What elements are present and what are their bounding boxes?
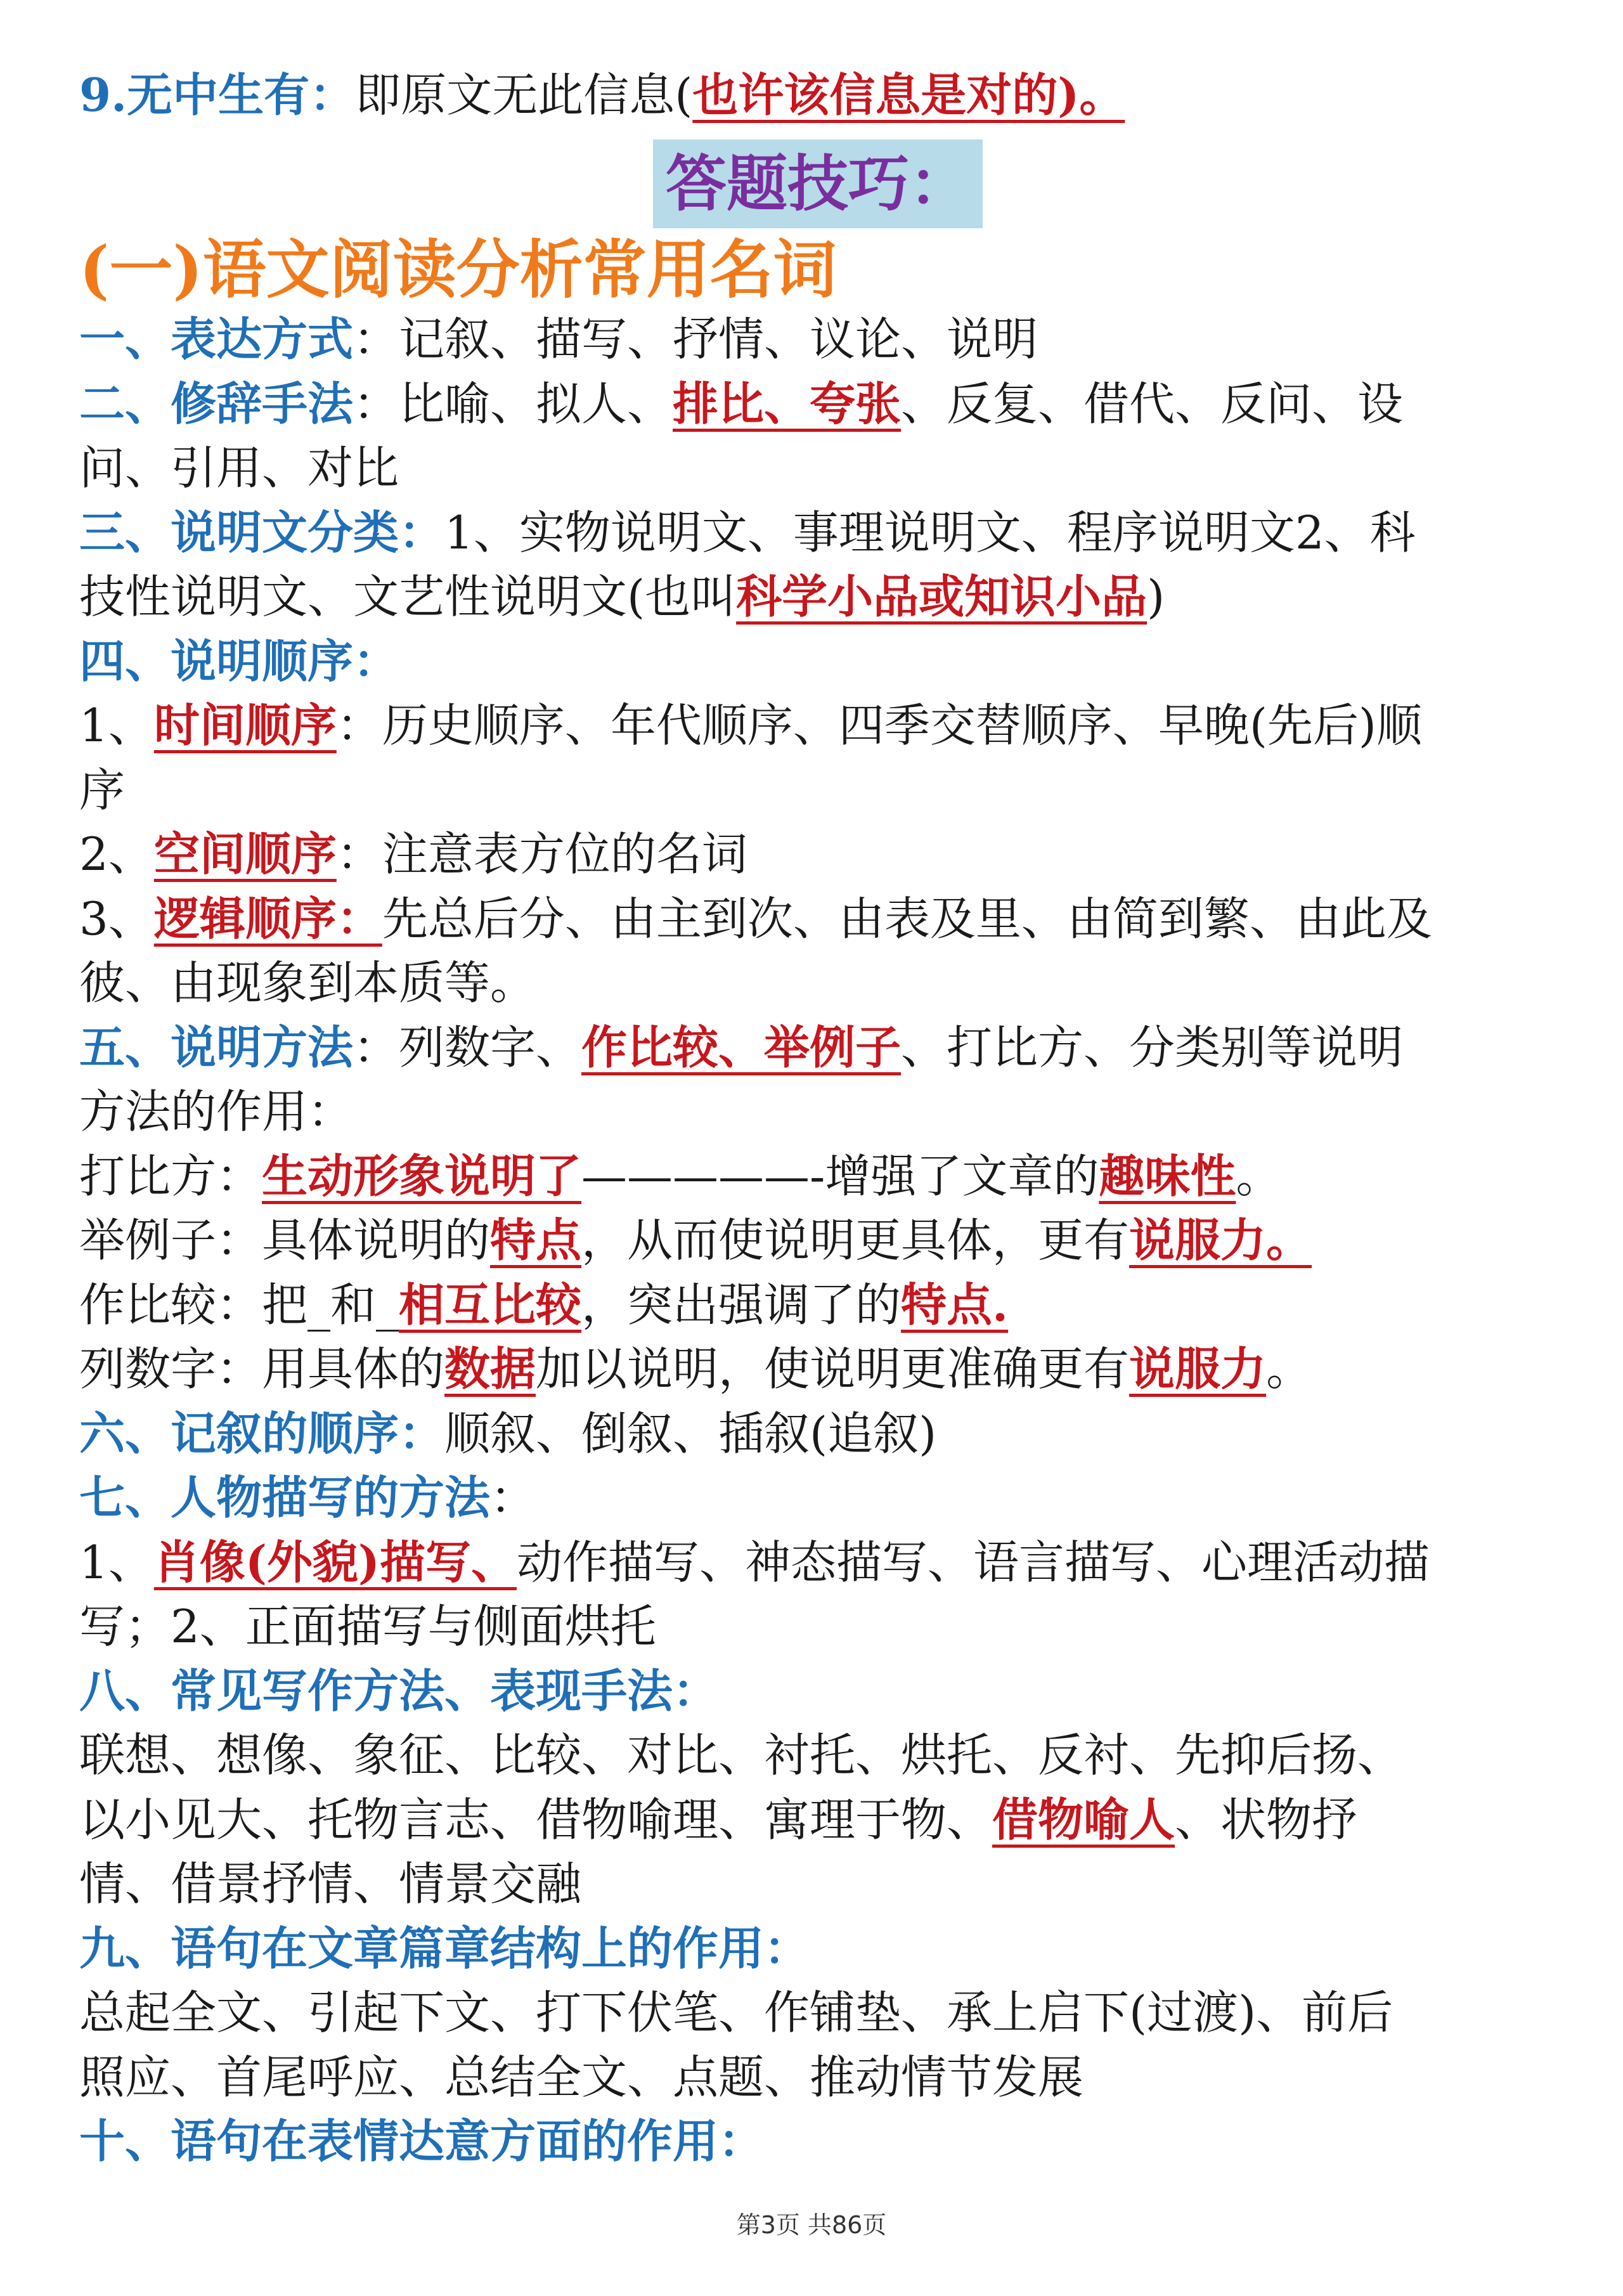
item-text-2: ) <box>1147 570 1165 623</box>
item-heading: 四、说明顺序： <box>79 634 399 688</box>
item-text: 问、引用、对比 <box>79 441 399 495</box>
item-text: 彼、由现象到本质等。 <box>79 956 536 1009</box>
item-prefix: 举例子：具体说明的 <box>79 1214 491 1267</box>
item-prefix: 2、 <box>79 827 154 881</box>
item-heading: 三、说明文分类： <box>79 505 445 559</box>
item-text-2: 、打比方、分类别等说明 <box>901 1021 1404 1074</box>
item-text: 1、实物说明文、事理说明文、程序说明文2、科 <box>444 506 1416 559</box>
item-text: 加以说明，使说明更准确更有 <box>536 1342 1130 1396</box>
line-comparison <box>79 1273 1556 1337</box>
line-logic-order-cont <box>79 951 1556 1015</box>
item-text-2: 。 <box>1266 1342 1312 1396</box>
item-text: 以小见大、托物言志、借物喻理、寓理于物、 <box>79 1793 993 1846</box>
item-highlight: 也许该信息是对的)。 <box>692 68 1125 122</box>
item-highlight: 特点 <box>490 1213 582 1267</box>
item-text: 动作描写、神态描写、语言描写、心理活动描 <box>516 1536 1430 1589</box>
line-example <box>79 1209 1556 1272</box>
line-writing-methods-1 <box>79 1723 1556 1787</box>
item-text: 联想、想像、象征、比较、对比、衬托、烘托、反衬、先抑后扬、 <box>79 1728 1404 1782</box>
line-expression-methods <box>79 308 1556 371</box>
item-text-2: 、反复、借代、反问、设 <box>901 377 1404 431</box>
item-prefix: 列数字：用具体的 <box>79 1342 445 1396</box>
item-text: ：记叙、描写、抒情、议论、说明 <box>353 313 1038 366</box>
item-highlight: 作比较、举例子 <box>581 1020 902 1074</box>
item-prefix: 1、 <box>79 1536 154 1589</box>
item-text: ，从而使说明更具体，更有 <box>581 1214 1130 1267</box>
item-heading: 九、语句在文章篇章结构上的作用： <box>79 1921 810 1975</box>
item-highlight: 空间顺序 <box>153 827 337 881</box>
item-highlight: 时间顺序 <box>153 698 337 752</box>
item-heading: 二、修辞手法 <box>79 377 354 431</box>
item-text: 技性说明文、文艺性说明文(也叫 <box>79 570 737 623</box>
line-writing-methods <box>79 1659 1556 1723</box>
line-portrait-cont <box>79 1595 1556 1658</box>
item-heading: 五、说明方法 <box>79 1020 354 1074</box>
item-heading: 十、语句在表情达意方面的作用： <box>79 2114 765 2168</box>
item-heading: 七、人物描写的方法 <box>79 1470 491 1524</box>
item-highlight: 相互比较 <box>399 1278 582 1332</box>
item-text: 总起全文、引起下文、打下伏笔、作铺垫、承上启下(过渡)、前后 <box>79 1986 1393 2039</box>
line-numbers <box>79 1337 1556 1401</box>
item-text: ： <box>490 1471 536 1524</box>
page-footer: 第3页 共86页 <box>736 2211 887 2239</box>
item-highlight-2: 特点. <box>901 1278 1009 1332</box>
item-text: —————-增强了文章的 <box>581 1150 1099 1203</box>
item-text: ：注意表方位的名词 <box>336 827 747 881</box>
line-rhetoric-cont <box>79 436 1556 500</box>
item-text: 序 <box>79 763 126 817</box>
line-portrait <box>79 1531 1556 1594</box>
line-logic-order <box>79 887 1556 950</box>
item-highlight: 数据 <box>444 1342 536 1396</box>
line-expository-types <box>79 501 1556 564</box>
item-prefix: 打比方： <box>79 1150 262 1203</box>
item-text: ：比喻、拟人、 <box>353 377 673 431</box>
item-text: 顺叙、倒叙、插叙(追叙) <box>444 1407 937 1460</box>
page-title: 答题技巧： <box>666 148 970 219</box>
line-structure-role <box>79 1917 1556 1980</box>
item-highlight-2: 趣味性 <box>1099 1149 1236 1203</box>
line-rhetoric <box>79 372 1556 436</box>
item-prefix: 3、 <box>79 892 154 945</box>
line-structure-role-2 <box>79 2046 1556 2109</box>
item-text: ：历史顺序、年代顺序、四季交替顺序、早晚(先后)顺 <box>336 699 1423 752</box>
item-number: 9. <box>79 68 127 122</box>
line-expository-types-cont <box>79 565 1556 628</box>
item-text: 方法的作用： <box>79 1085 354 1138</box>
item-text: ，突出强调了的 <box>581 1278 902 1332</box>
line-narrative-order <box>79 1402 1556 1465</box>
line-structure-role-1 <box>79 1981 1556 2044</box>
item-text: 写；2、正面描写与侧面烘托 <box>79 1600 656 1653</box>
item-heading: 八、常见写作方法、表现手法： <box>79 1664 719 1718</box>
item-prefix: 1、 <box>79 699 154 752</box>
item-prefix: 作比较：把_和_ <box>79 1278 399 1332</box>
item-highlight: 肖像(外貌)描写、 <box>153 1535 517 1589</box>
item-heading: 一、表达方式 <box>79 312 354 366</box>
item-highlight: 生动形象说明了 <box>262 1149 582 1203</box>
item-highlight: 科学小品或知识小品 <box>736 569 1148 623</box>
item-highlight: 逻辑顺序： <box>153 892 382 945</box>
item-highlight-2: 说服力。 <box>1129 1213 1312 1267</box>
item-text-2: 。 <box>1236 1150 1282 1203</box>
item-heading: 无中生有： <box>127 68 356 122</box>
line-character-description <box>79 1466 1556 1529</box>
item-highlight-2: 说服力 <box>1129 1342 1267 1396</box>
item-text: 即原文无此信息( <box>355 68 693 122</box>
item-highlight: 借物喻人 <box>992 1793 1175 1846</box>
section-heading: (一)语文阅读分析常用名词 <box>79 232 837 307</box>
line-writing-methods-3 <box>79 1852 1556 1916</box>
line-time-order-cont <box>79 758 1556 822</box>
item-text: 先总后分、由主到次、由表及里、由简到繁、由此及 <box>382 892 1432 945</box>
line-explanation-order <box>79 630 1556 693</box>
line-9-fabrication <box>79 63 1556 127</box>
line-explanation-methods <box>79 1016 1556 1079</box>
line-space-order <box>79 822 1556 886</box>
line-analogy <box>79 1145 1556 1208</box>
item-text: 照应、首尾呼应、总结全文、点题、推动情节发展 <box>79 2051 1084 2104</box>
line-explanation-methods-cont <box>79 1080 1556 1143</box>
item-text: 情、借景抒情、情景交融 <box>79 1857 582 1910</box>
item-text-2: 、状物抒 <box>1175 1793 1358 1846</box>
item-text: ：列数字、 <box>353 1021 582 1074</box>
line-writing-methods-2 <box>79 1788 1556 1852</box>
item-highlight: 排比、夸张 <box>673 377 902 431</box>
item-heading: 六、记叙的顺序： <box>79 1406 445 1460</box>
line-expression-role <box>79 2110 1556 2173</box>
line-time-order <box>79 694 1556 757</box>
